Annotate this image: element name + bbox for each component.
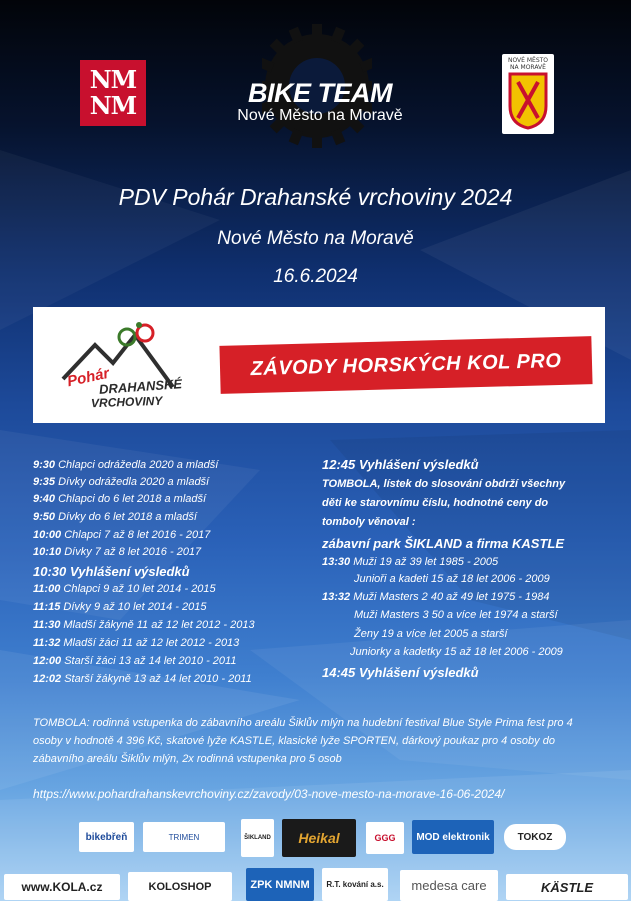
race-row: Ženy 19 a více let 2005 a starší xyxy=(354,628,508,640)
schedule-row: 11:15 Dívky 9 až 10 let 2014 - 2015 xyxy=(33,601,207,613)
tombola-line: TOMBOLA, lístek do slosování obdrží všechny xyxy=(322,478,566,490)
tombola-text: TOMBOLA: rodinná vstupenka do zábavního areálu Šiklův mlýn na hudební festival Blue Style Prima fest pro 4 osoby v hodnotě 4 396 Kč, skatové lyže KASTLE, klasické lyže SPORTEN, dárkový poukaz pro 4 osoby do zábavního areálu Šiklův mlýn, 2x rodinná vstupenka pro 5 osob xyxy=(33,717,573,765)
sponsor-logo: KOLOSHOP xyxy=(128,872,232,901)
sponsor-logo: KÄSTLE xyxy=(506,874,628,900)
schedule-row: 12:02 Starší žákyně 13 až 14 let 2010 - 2011 xyxy=(33,673,252,685)
schedule-row: 9:50 Dívky do 6 let 2018 a mladší xyxy=(33,511,197,523)
sponsor-logo: bikebřeň xyxy=(79,822,134,852)
sponsor-logo: ŠIKLAND xyxy=(241,819,274,857)
schedule-row: 11:30 Mladší žákyně 11 až 12 let 2012 - 2013 xyxy=(33,619,255,631)
banner-slogan: ZÁVODY HORSKÝCH KOL PRO VŠECHNY xyxy=(219,336,592,394)
race-row: Junioři a kadeti 15 až 18 let 2006 - 2009 xyxy=(354,573,550,585)
tombola-line: tomboly věnoval : xyxy=(322,516,416,528)
race-row: 13:30 Muži 19 až 39 let 1985 - 2005 xyxy=(322,556,499,568)
town-crest xyxy=(502,54,554,134)
announcement-row: 10:30 Vyhlášení výsledků xyxy=(33,564,190,579)
crest-shield-icon xyxy=(508,72,548,130)
schedule-row: 10:00 Chlapci 7 až 8 let 2016 - 2017 xyxy=(33,529,211,541)
team-subtitle: Nové Město na Moravě xyxy=(237,107,403,124)
race-row: Muži Masters 3 50 a více let 1974 a starší xyxy=(354,609,558,621)
event-banner xyxy=(33,307,605,426)
announcement-row: 14:45 Vyhlášení výsledků xyxy=(322,665,479,680)
sponsor-logo: ZPK NMNM xyxy=(246,868,314,901)
sponsor-logo: Heikal xyxy=(282,819,356,857)
event-date: 16.6.2024 xyxy=(273,266,358,287)
schedule-row: 11:00 Chlapci 9 až 10 let 2014 - 2015 xyxy=(33,583,216,595)
schedule-row: 10:10 Dívky 7 až 8 let 2016 - 2017 xyxy=(33,546,202,558)
event-url-link[interactable]: https://www.pohardrahanskevrchoviny.cz/zavody/03-nove-mesto-na-morave-16-06-2024/ xyxy=(33,787,505,801)
race-row: 13:32 Muži Masters 2 40 až 49 let 1975 - 1984 xyxy=(322,591,550,603)
pohar-logo xyxy=(55,317,205,417)
sponsor-logo: medesa care xyxy=(400,870,498,901)
pohar-logo-line3: VRCHOVINY xyxy=(90,393,163,411)
schedule-row: 9:30 Chlapci odrážedla 2020 a mladší xyxy=(33,459,219,471)
announcement-row: 12:45 Vyhlášení výsledků xyxy=(322,457,479,472)
crest-line1: NOVÉ MĚSTO xyxy=(507,57,549,64)
sponsor-logo: TRIMEN xyxy=(143,822,225,852)
sponsor-logo: GGG xyxy=(366,822,404,854)
schedule-row: 11:32 Mladší žáci 11 až 12 let 2012 - 2013 xyxy=(33,637,240,649)
schedule-row: 9:40 Chlapci do 6 let 2018 a mladší xyxy=(33,493,207,505)
race-row: Juniorky a kadetky 15 až 18 let 2006 - 2009 xyxy=(350,646,563,658)
crest-line2: NA MORAVĚ xyxy=(510,64,546,71)
schedule-row: 12:00 Starší žáci 13 až 14 let 2010 - 2011 xyxy=(33,655,237,667)
sponsor-line: zábavní park ŠIKLAND a firma KASTLE xyxy=(322,536,564,551)
pohar-logo-line2: DRAHANSKÉ xyxy=(98,376,183,397)
schedule-row: 9:35 Dívky odrážedla 2020 a mladší xyxy=(33,476,210,488)
sponsor-logo: MOD elektronik xyxy=(412,820,494,854)
nmnm-logo-line2: NM xyxy=(89,91,137,120)
pohar-logo-line1: Pohár xyxy=(65,364,111,391)
team-title: BIKE TEAM xyxy=(248,78,392,108)
sponsor-logo: www.KOLA.cz xyxy=(4,874,120,900)
nmnm-logo xyxy=(80,60,146,126)
event-title: PDV Pohár Drahanské vrchoviny 2024 xyxy=(118,184,513,210)
sponsor-logo: TOKOZ xyxy=(504,824,566,850)
tombola-line: děti ke starovnímu číslu, hodnotné ceny do xyxy=(322,497,549,509)
nmnm-logo-line1: NM xyxy=(89,65,137,94)
event-place: Nové Město na Moravě xyxy=(217,228,414,249)
sponsor-logo: R.T. kování a.s. xyxy=(322,868,388,901)
